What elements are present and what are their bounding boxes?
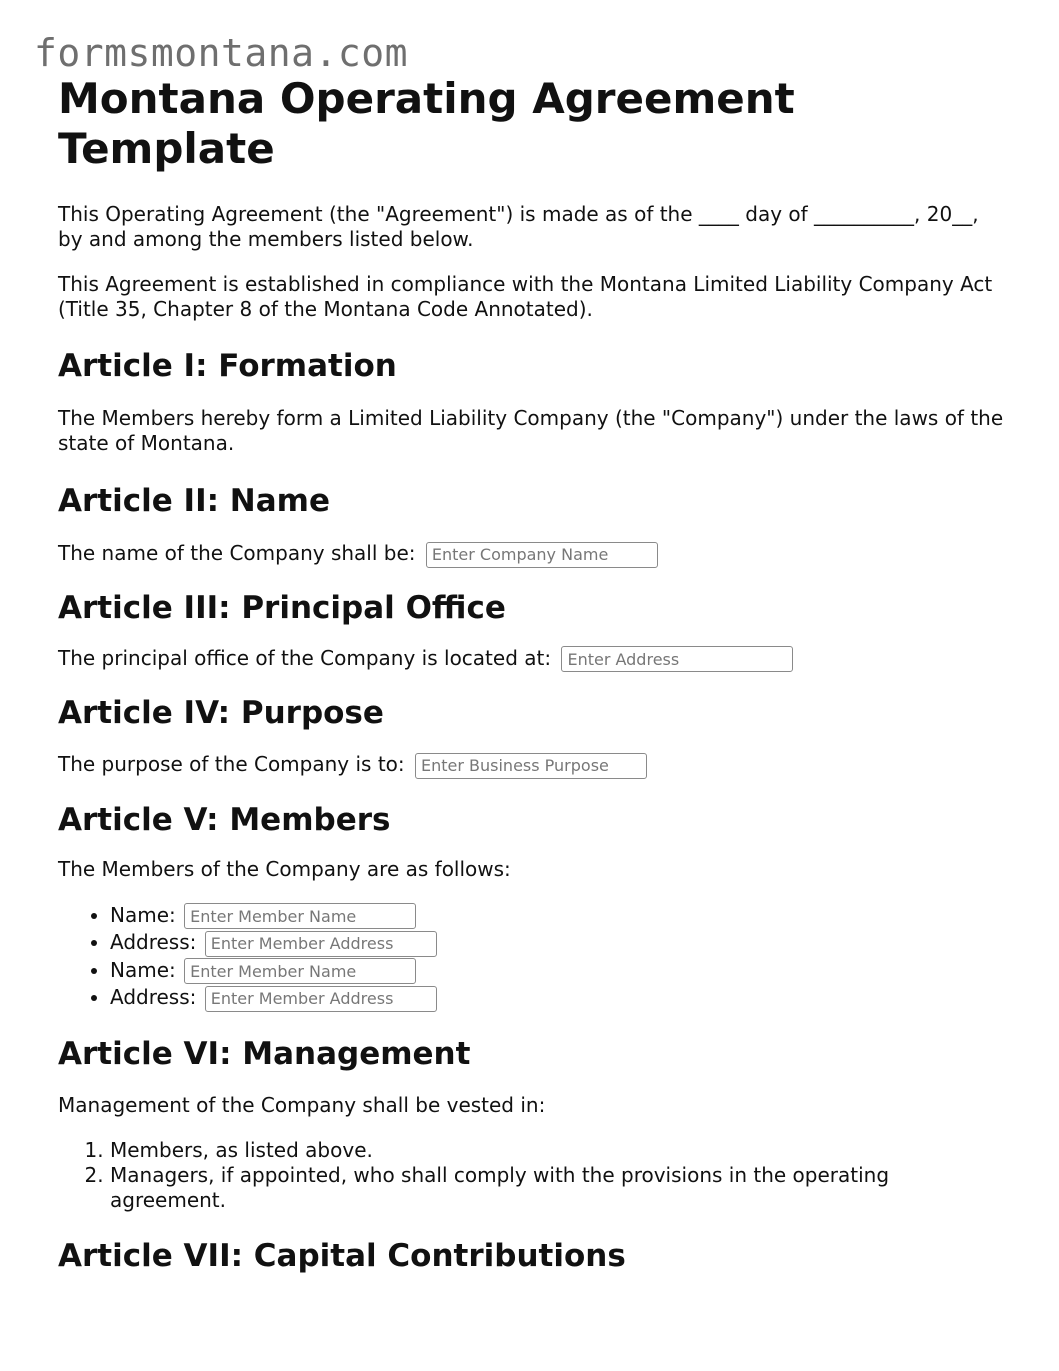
member-field-label: Address: bbox=[110, 985, 197, 1009]
member-field-label: Address: bbox=[110, 930, 197, 954]
member-1-name-input[interactable] bbox=[184, 903, 416, 929]
article-3-heading: Article III: Principal Office bbox=[58, 589, 506, 626]
member-2-address-item bbox=[110, 984, 1008, 1012]
member-field-label: Name: bbox=[110, 957, 176, 982]
article-5-heading: Article V: Members bbox=[58, 801, 391, 838]
article-4-label: The purpose of the Company is to: bbox=[58, 752, 405, 776]
article-6-heading: Article VI: Management bbox=[58, 1035, 471, 1072]
member-1-address-input[interactable] bbox=[205, 931, 437, 957]
business-purpose-input[interactable] bbox=[415, 753, 647, 779]
company-name-input[interactable] bbox=[426, 542, 658, 568]
article-2-paragraph bbox=[58, 541, 1008, 568]
principal-address-input[interactable] bbox=[561, 646, 793, 672]
member-2-address-input[interactable] bbox=[205, 986, 437, 1012]
member-2-name-item bbox=[110, 957, 1008, 985]
intro-paragraph: This Operating Agreement (the "Agreement") is made as of the ____ day of __________, 20__, by and among the members listed below. bbox=[58, 202, 979, 251]
agreement-document bbox=[58, 74, 1008, 1275]
management-option-managers: 2. Managers, if appointed, who shall comply with the provisions in the operating agreement. bbox=[110, 1163, 1008, 1213]
article-7-heading: Article VII: Capital Contributions bbox=[58, 1237, 626, 1274]
management-option-members: 1. Members, as listed above. bbox=[110, 1138, 1008, 1163]
article-2-label: The name of the Company shall be: bbox=[58, 541, 416, 565]
member-2-name-input[interactable] bbox=[184, 958, 416, 984]
member-1-address-item bbox=[110, 929, 1008, 957]
site-watermark: formsmontana.com bbox=[34, 31, 409, 75]
article-3-paragraph bbox=[58, 646, 1008, 673]
article-2-heading: Article II: Name bbox=[58, 483, 330, 519]
compliance-paragraph: This Agreement is established in compliance with the Montana Limited Liability Company Act (Title 35, Chapter 8 of the Montana Code Annotated). bbox=[58, 272, 993, 321]
page-title: Montana Operating Agreement Template bbox=[58, 74, 795, 173]
member-1-name-item bbox=[110, 902, 1008, 930]
article-5-text: The Members of the Company are as follows: bbox=[58, 856, 511, 881]
article-1-heading: Article I: Formation bbox=[58, 348, 397, 384]
management-options-list bbox=[58, 1138, 1008, 1213]
article-3-label: The principal office of the Company is located at: bbox=[58, 645, 552, 670]
member-field-label: Name: bbox=[110, 902, 176, 927]
article-4-paragraph bbox=[58, 752, 1008, 779]
article-4-heading: Article IV: Purpose bbox=[58, 695, 384, 731]
members-list bbox=[58, 902, 1008, 1012]
article-1-text: The Members hereby form a Limited Liability Company (the "Company") under the laws of the state of Montana. bbox=[58, 406, 1004, 455]
article-6-text: Management of the Company shall be vested in: bbox=[58, 1092, 546, 1117]
